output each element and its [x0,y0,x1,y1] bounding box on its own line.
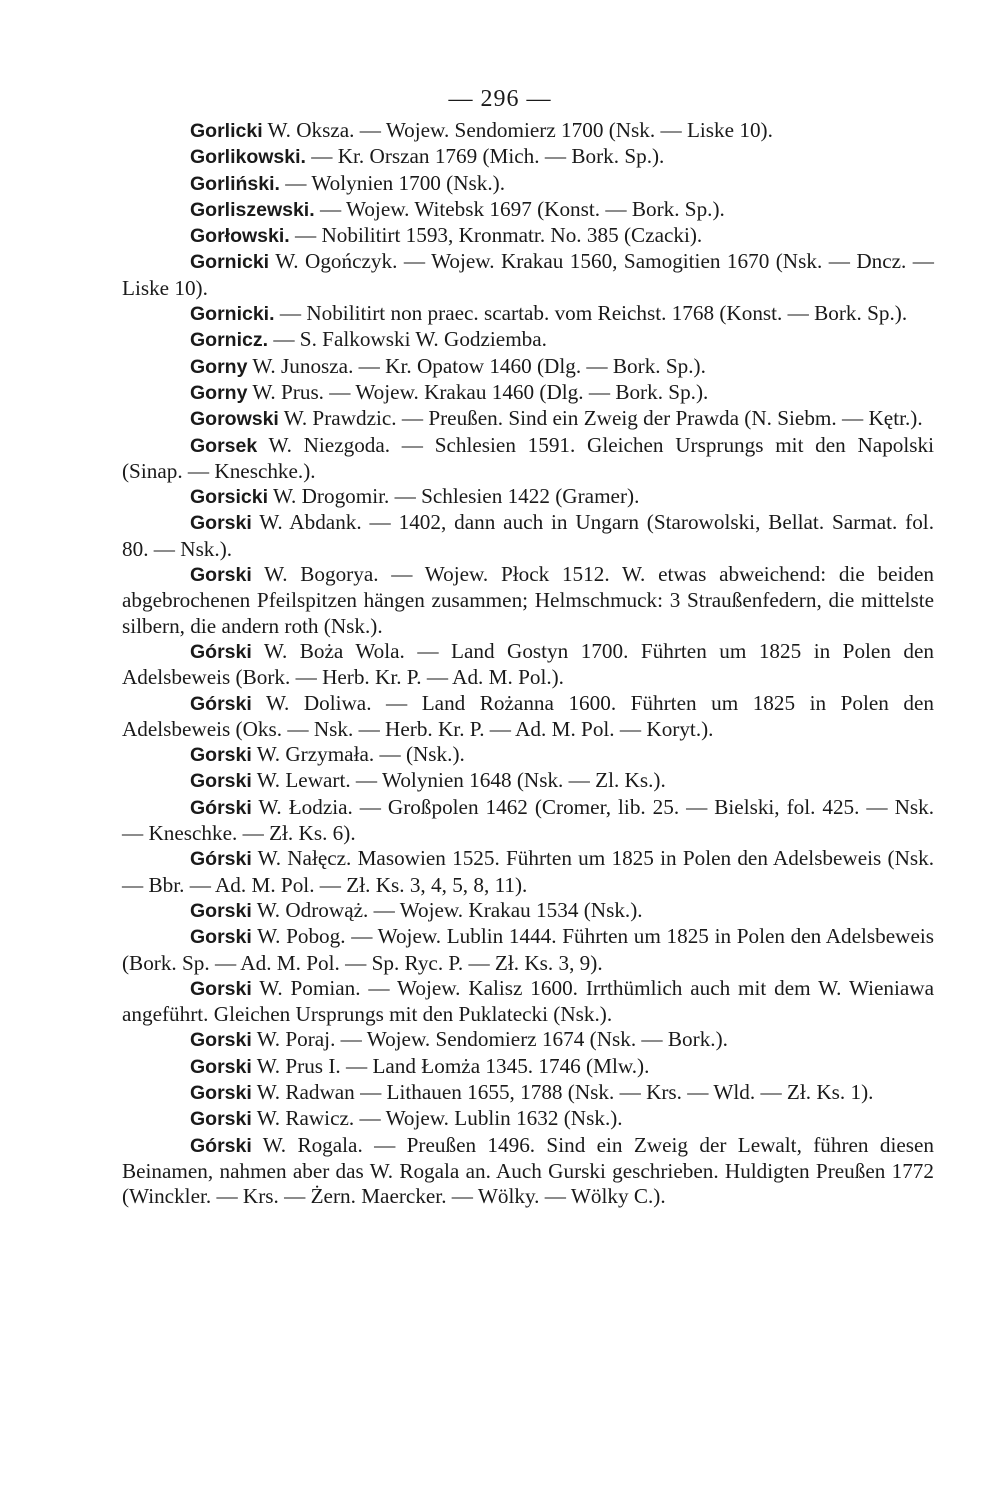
entry-headword: Gornicki [190,251,270,274]
entry [122,639,934,691]
entry-text: W. Łodzia. — Großpolen 1462 (Cromer, lib. 25. — Bielski, fol. 425. — Nsk. — Kneschke. — Zł. Ks. 6). [122,794,935,846]
entry-text: W. Rogala. — Preußen 1496. Sind ein Zweig der Lewalt, führen diesen Beinamen, nahmen aber das W. Rogala an. Auch Gurski geschrieben. Huldigten Preußen 1772 (Winckler. — Krs. — Żern. Maercker. — Wölky. — Wölky C.). [122,1132,934,1209]
entry [122,301,934,327]
entry-text: W. Lewart. — Wolynien 1648 (Nsk. — Zl. Ks.). [256,768,666,793]
entry-text: W. Pomian. — Wojew. Kalisz 1600. Irrthümlich auch mit dem W. Wieniawa angeführt. Gleichen Ursprungs mit den Puklatecki (Nsk.). [122,975,934,1027]
entry-headword: Gorski [190,977,252,1000]
entry-headword: Górski [190,1134,252,1157]
entry-headword: Gorny [190,355,248,378]
entry-text: W. Boża Wola. — Land Gostyn 1700. Führten um 1825 in Polen den Adelsbeweis (Bork. — Herb. Kr. P. — Ad. M. Pol.). [122,638,934,690]
entry-headword: Gorlicki [190,120,263,142]
entry-text: W. Junosza. — Kr. Opatow 1460 (Dlg. — Bork. Sp.). [252,353,706,378]
entry-headword: Gorski [190,899,252,922]
entry-headword: Górski [190,692,252,715]
page-number: — 296 — [448,86,552,112]
entry-text: W. Grzymała. — (Nsk.). [256,742,465,767]
entry [122,562,934,639]
entry-headword: Gorski [190,770,252,793]
entry-headword: Gorsicki [190,486,269,509]
entry-headword: Gorski [190,512,252,535]
entry-text: W. Radwan — Lithauen 1655, 1788 (Nsk. — Krs. — Wld. — Zł. Ks. 1). [256,1079,874,1104]
entry [122,1106,934,1132]
entry [122,144,934,170]
entry [122,976,934,1028]
entry [122,1133,934,1210]
entry [122,691,934,743]
entry-text: W. Doliwa. — Land Rożanna 1600. Führten um 1825 in Polen den Adelsbeweis (Oks. — Nsk. — Herb. Kr. P. — Ad. M. Pol. — Koryt.). [122,690,934,741]
entry [122,118,934,144]
entry-headword: Gorski [190,1055,252,1078]
entry-text: — Wojew. Witebsk 1697 (Konst. — Bork. Sp.). [319,196,725,221]
entry [122,924,934,976]
entry [122,354,934,380]
entry-headword: Gorski [190,926,252,949]
entry-text: W. Abdank. — 1402, dann auch in Ungarn (Starowolski, Bellat. Sarmat. fol. 80. — Nsk.). [122,510,934,561]
entry-headword: Gorliszewski. [190,198,315,221]
entry-headword: Gorowski [190,408,279,431]
entry [122,433,934,485]
entry-text: W. Poraj. — Wojew. Sendomierz 1674 (Nsk. — Bork.). [256,1027,728,1052]
entry-headword: Gorliński. [190,172,280,195]
entry-text: W. Nałęcz. Masowien 1525. Führten um 1825 in Polen den Adelsbeweis (Nsk. — Bbr. — Ad. M. Pol. — Zł. Ks. 3, 4, 5, 8, 11). [122,846,935,897]
entry-text: W. Ogończyk. — Wojew. Krakau 1560, Samogitien 1670 (Nsk. — Dncz. — Liske 10). [122,249,934,300]
entry [122,795,934,847]
entry [122,197,934,223]
entry-headword: Górski [190,640,252,663]
entry-headword: Gorski [190,744,252,767]
entry [122,327,934,353]
entry [122,380,934,406]
entry-text: — Kr. Orszan 1769 (Mich. — Bork. Sp.). [311,144,665,169]
entry-text: W. Prus. — Wojew. Krakau 1460 (Dlg. — Bork. Sp.). [252,379,709,404]
entry-text: W. Niezgoda. — Schlesien 1591. Gleichen Ursprungs mit den Napolski (Sinap. — Kneschke.). [122,432,934,483]
entry-headword: Gorlikowski. [190,146,306,169]
entry [122,406,934,432]
entry-headword: Gorski [190,1081,252,1104]
entry-headword: Gorski [190,1108,252,1131]
entry [122,1054,934,1080]
entry-text: W. Prawdzic. — Preußen. Sind ein Zweig der Prawda (N. Siebm. — Kętr.). [283,406,923,431]
entry-text: W. Prus I. — Land Łomża 1345. 1746 (Mlw.). [256,1053,650,1078]
entry-headword: Górski [190,848,252,871]
entry-text: — S. Falkowski W. Godziemba. [273,327,547,352]
entry-text: W. Bogorya. — Wojew. Płock 1512. W. etwas abweichend: die beiden abgebrochenen Pfeilspitzen hängen zusammen; Helmschmuck: 3 Straußenfedern, die mittelste silbern, die andern roth (Nsk.). [122,562,935,638]
entry-text: W. Pobog. — Wojew. Lublin 1444. Führten um 1825 in Polen den Adelsbeweis (Bork. Sp. — Ad. M. Pol. — Sp. Ryc. P. — Zł. Ks. 3, 9). [122,924,934,975]
entry [122,484,934,510]
entry [122,846,934,898]
entry-text: W. Oksza. — Wojew. Sendomierz 1700 (Nsk. — Liske 10). [267,118,773,142]
entry-text: — Wolynien 1700 (Nsk.). [285,170,506,195]
entry [122,171,934,197]
entry [122,898,934,924]
entry [122,510,934,562]
entry-headword: Gorski [190,1029,252,1052]
entry-headword: Gornicz. [190,329,269,352]
entry-text: W. Rawicz. — Wojew. Lublin 1632 (Nsk.). [256,1106,623,1131]
entry-headword: Gornicki. [190,303,275,326]
entry-headword: Gorłowski. [190,225,290,248]
entry [122,223,934,249]
entry-text: W. Drogomir. — Schlesien 1422 (Gramer). [272,484,640,509]
entry-text: W. Odrowąż. — Wojew. Krakau 1534 (Nsk.). [256,897,643,922]
entry [122,249,934,301]
entry [122,1027,934,1053]
entry-headword: Gorny [190,381,248,404]
entry-list [122,118,934,1209]
entry-headword: Górski [190,796,252,819]
entry [122,742,934,768]
entry-text: — Nobilitirt 1593, Kronmatr. No. 385 (Czacki). [295,223,703,248]
entry [122,1080,934,1106]
entry-headword: Gorski [190,564,252,587]
entry-text: — Nobilitirt non praec. scartab. vom Reichst. 1768 (Konst. — Bork. Sp.). [279,301,908,326]
entry-headword: Gorsek [190,434,258,457]
entry [122,768,934,794]
